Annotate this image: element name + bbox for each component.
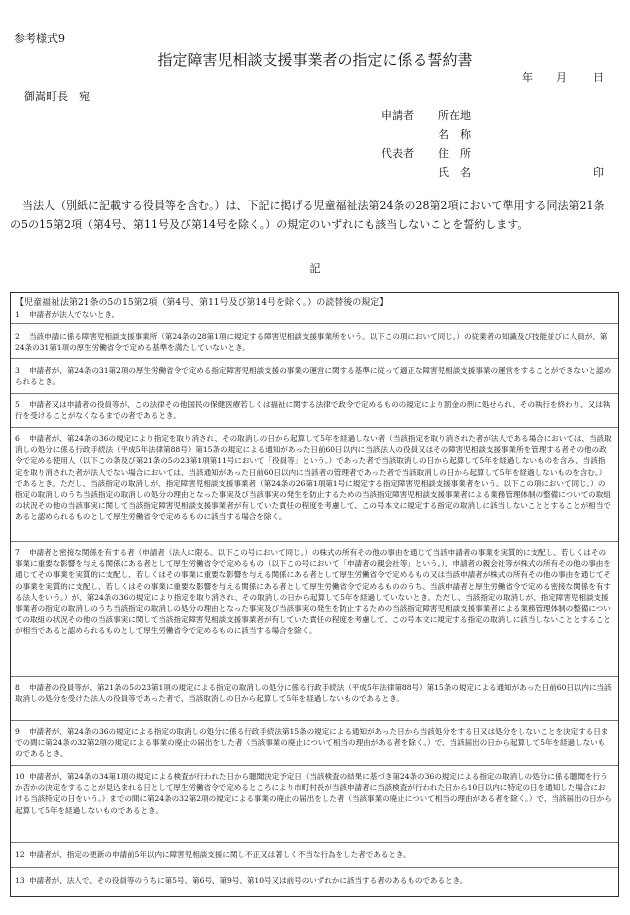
seal-mark: 印 xyxy=(593,166,604,179)
provision-text: 当該申請に係る障害児相談支援事業所（第24条の28第1項に規定する障害児相談支援事業所をいう。以下この項において同じ。）の従業者の知識及び技能並びに人員が、第24条の31第1項の厚生労働省令で定める基準を満たしていないとき。 xyxy=(15,332,608,353)
provision-text: 申請者の役員等が、第21条の5の23第1項の規定による指定の取消しの処分に係る行政手続法（平成5年法律第88号）第15条の規定による通知があった日前60日以内に当該取消しの処分を受けた法人の役員等であった者で、当該取消しの日から起算して5年を経過しないものであるとき。 xyxy=(15,683,612,704)
provisions-header: 【児童福祉法第21条の5の15第2項（第4号、第11号及び第14号を除く。）の読替後の規定】 xyxy=(15,298,389,308)
date-month-label: 月 xyxy=(556,71,567,84)
provision-item-6 xyxy=(15,433,612,523)
divider xyxy=(11,393,618,394)
provision-item-3 xyxy=(15,365,612,387)
provision-text: 申請者が、指定の更新の申請前5年以内に障害児相談支援に関し不正又は著しく不当な行為をした者であるとき。 xyxy=(29,850,411,859)
divider xyxy=(11,720,618,721)
provision-number: 12 xyxy=(15,850,25,859)
person-name-label: 氏 名 xyxy=(438,166,471,179)
provision-item-7 xyxy=(15,547,612,637)
provision-item-1 xyxy=(15,309,612,320)
divider xyxy=(11,323,618,324)
ki-heading: 記 xyxy=(309,262,321,275)
provision-text: 申請者が、第24条の34第1項の規定による検査が行われた日から聴聞決定予定日（当該検査の結果に基づき第24条の36の規定による指定の取消しの処分に係る聴聞を行うか否かの決定をすることが見込まれる日として厚生労働省令で定めるところにより市町村長が当該申請者に当該検査が行われた日から10日以内に特定の日を通知した場合における当該特定の日をいう。）までの間に第24条の32第2項の規定による事業の廃止の届出をした者（当該事業の廃止について相当の理由がある者を除く。）で、当該届出の日から起算して5年を経過しないものであるとき。 xyxy=(15,772,612,815)
provision-item-12 xyxy=(15,849,612,860)
location-label: 所在地 xyxy=(438,109,471,122)
provision-number: 3 xyxy=(15,366,20,375)
provisions-box xyxy=(10,292,619,897)
provision-item-8 xyxy=(15,682,612,704)
divider xyxy=(11,842,618,843)
provision-text: 申請者が、第24条の36の規定による指定の取消しの処分に係る行政手続法第15条の規定による通知があった日から当該処分をする日又は処分をしないことを決定する日までの間に第24条の32第2項の規定による事業の廃止の届出をした者（当該事業の廃止について相当の理由がある者を除く。）で、当該届出の日から起算して5年を経過しないものであるとき。 xyxy=(15,727,609,759)
addressee: 御嵩町長 宛 xyxy=(24,90,90,103)
provision-item-9 xyxy=(15,726,612,760)
representative-label: 代表者 xyxy=(381,147,414,160)
provision-text: 申請者が、第24条の31第2項の厚生労働省令で定める指定障害児相談支援の事業の運営に関する基準に従って適正な障害児相談支援事業の運営をすることができないと認められるとき。 xyxy=(15,366,612,387)
divider xyxy=(11,541,618,542)
date-year-label: 年 xyxy=(522,71,533,84)
document-title: 指定障害児相談支援事業者の指定に係る誓約書 xyxy=(157,51,473,69)
address-label: 住 所 xyxy=(438,147,471,160)
provision-item-13 xyxy=(15,875,612,886)
provision-number: 9 xyxy=(15,727,20,736)
provision-text: 申請者と密接な関係を有する者（申請者（法人に限る。以下この号において同じ。）の株式の所有その他の事由を通じて当該申請者の事業を実質的に支配し、若しくはその事業に重要な影響を与える関係にある者として厚生労働省令で定めるもの（以下この号において「申請者の親会社等」という。）、申請者の親会社等が株式の所有その他の事由を通じてその事業を実質的に支配し、若しくはその事業に重要な影響を与える関係にある者として厚生労働省令で定めるもの又は当該申請者が株式の所有その他の事由を通じてその事業を実質的に支配し、若しくはその事業に重要な影響を与える関係にある者として厚生労働省令で定めるもののうち、当該申請者と厚生労働省令で定める密接な関係を有する法人をいう。）が、第24条の36の規定により指定を取り消され、その取消しの日から起算して5年を経過していないとき。ただし、当該指定の取消しが、指定障害児相談支援事業者の指定の取消しのうち当該指定の取消しの処分の理由となった事実及び当該事実の発生を防止するための当該指定障害児相談支援事業者による業務管理体制の整備についての取組の状況その他の当該事実に関して当該指定障害児相談支援事業者が有していた責任の程度を考慮して、この号本文に規定する指定の取消しに該当しないこととすることが相当であると認められるものとして厚生労働省令で定めるものに該当する場合を除く。 xyxy=(15,548,611,636)
divider xyxy=(11,867,618,868)
provision-number: 1 xyxy=(15,310,20,319)
provision-item-10 xyxy=(15,771,612,816)
provision-number: 8 xyxy=(15,683,20,692)
divider xyxy=(11,765,618,766)
provision-text: 申請者又は申請者の役員等が、この法律その他国民の保健医療若しくは福祉に関する法律で政令で定めるものの規定により罰金の刑に処せられ、その執行を終わり、又は執行を受けることがなくなるまでの者であるとき。 xyxy=(15,400,611,421)
divider xyxy=(11,358,618,359)
declaration-text: 当法人（別紙に記載する役員等を含む。）は、下記に掲げる児童福祉法第24条の28第2項において準用する同法第21条の5の15第2項（第4号、第11号及び第14号を除く。）の規定のいずれにも該当しないことを誓約します。 xyxy=(10,199,605,231)
provision-number: 6 xyxy=(15,434,20,443)
provision-item-5 xyxy=(15,399,612,421)
divider xyxy=(11,676,618,677)
provision-text: 申請者が、第24条の36の規定により指定を取り消され、その取消しの日から起算して5年を経過しない者（当該指定を取り消された者が法人である場合においては、当該取消しの処分に係る行政手続法（平成5年法律第88号）第15条の規定による通知があった日前60日以内に当該法人の役員又はその障害児相談支援事業所を管理する者その他の政令で定める使用人（以下この条及び第21条の5の23第1項第11号において「役員等」という。）であった者で当該取消しの日から起算して5年を経過しないものを含み、当該指定を取り消された者が法人でない場合においては、当該通知があった日前60日以内に当該者の管理者であった者で当該取消しの日から起算して5年を経過しないものを含む。）であるとき。ただし、当該指定の取消しが、指定障害児相談支援事業者（第24条の26第1項第1号に規定する指定障害児相談支援事業者をいう。以下この項において同じ。）の指定の取消しのうち当該指定の取消しの処分の理由となった事実及び当該事実の発生を防止するための当該指定障害児相談支援事業者による業務管理体制の整備についての取組の状況その他の当該事実に関して当該指定障害児相談支援事業者が有していた責任の程度を考慮して、この号本文に規定する指定の取消しに該当しないこととすることが相当であると認められるものとして厚生労働省令で定めるものに該当する場合を除く。 xyxy=(15,434,612,522)
provision-text: 申請者が法人でないとき。 xyxy=(29,310,120,319)
form-number: 参考様式9 xyxy=(14,32,65,45)
provision-number: 13 xyxy=(15,876,25,885)
provision-item-2 xyxy=(15,331,612,353)
provision-number: 10 xyxy=(15,772,25,781)
provision-number: 2 xyxy=(15,332,20,341)
provision-number: 5 xyxy=(15,400,20,409)
applicant-label: 申請者 xyxy=(381,109,414,122)
date-day-label: 日 xyxy=(593,71,604,84)
divider xyxy=(11,427,618,428)
provision-text: 申請者が、法人で、その役員等のうちに第5号、第6号、第9号、第10号又は前号のいずれかに該当する者のあるものであるとき。 xyxy=(29,876,468,885)
provision-number: 7 xyxy=(15,548,20,557)
name-label: 名 称 xyxy=(438,128,471,141)
